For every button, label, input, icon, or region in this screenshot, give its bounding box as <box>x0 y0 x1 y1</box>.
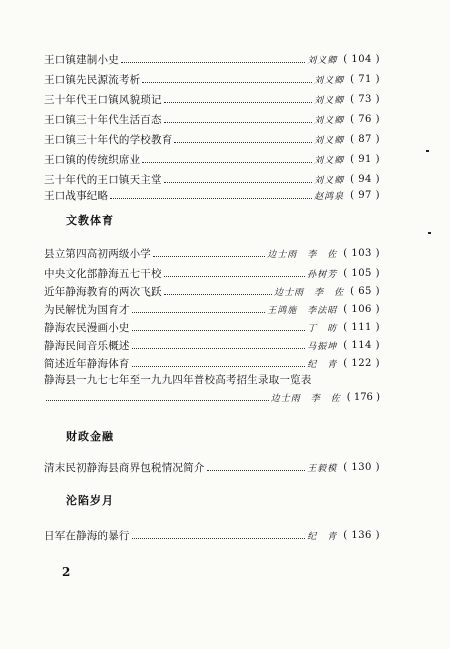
scan-mark <box>426 150 429 152</box>
dot-leader <box>132 312 266 313</box>
toc-entry <box>44 526 380 544</box>
entry-author: 刘义卿 <box>314 75 345 86</box>
toc-entry <box>44 150 380 168</box>
dot-leader <box>164 102 312 103</box>
entry-page: ( 103 ) <box>343 247 380 259</box>
entry-author: 边士雨 李 佐 <box>270 393 341 404</box>
entry-page: ( 71 ) <box>350 73 380 85</box>
dot-leader <box>164 182 312 183</box>
entry-author: 纪 青 <box>307 359 338 370</box>
entry-title: 为民解忧为国育才 <box>44 303 130 316</box>
dot-leader <box>164 276 306 277</box>
dot-leader <box>46 400 269 401</box>
entry-page: ( 76 ) <box>350 113 380 125</box>
dot-leader <box>132 330 306 331</box>
entry-author: 刘义卿 <box>314 155 345 166</box>
entry-author: 赵鸿泉 <box>314 191 345 202</box>
page-number: 2 <box>62 565 71 579</box>
entry-author: 刘义卿 <box>314 115 345 126</box>
scan-mark <box>428 232 431 234</box>
entry-title: 王口镇三十年代的学校教育 <box>44 133 173 146</box>
entry-title: 近年静海教育的两次飞跃 <box>44 285 162 298</box>
entry-author: 马振坤 <box>307 341 338 352</box>
section-heading: 财政金融 <box>66 430 114 443</box>
toc-entry-continuation <box>44 388 380 406</box>
dot-leader <box>164 294 272 295</box>
entry-title: 静海县一九七七年至一九九四年普校高考招生录取一览表 <box>44 374 312 386</box>
entry-page: ( 136 ) <box>343 529 380 541</box>
entry-page: ( 122 ) <box>343 357 380 369</box>
section-heading: 文教体育 <box>66 214 114 227</box>
entry-page: ( 114 ) <box>343 339 380 351</box>
toc-entry <box>44 130 380 148</box>
entry-author: 刘义卿 <box>307 55 338 66</box>
dot-leader <box>207 470 306 471</box>
dot-leader <box>142 82 312 83</box>
toc-entry <box>44 318 380 336</box>
entry-title: 静海民间音乐概述 <box>44 339 130 352</box>
entry-title: 三十年代王口镇风貌琐记 <box>44 93 162 106</box>
entry-page: ( 104 ) <box>343 53 380 65</box>
section-heading: 沦陷岁月 <box>66 494 114 507</box>
entry-title: 县立第四高初两级小学 <box>44 247 151 260</box>
toc-entry <box>44 244 380 262</box>
dot-leader <box>121 62 305 63</box>
entry-author: 丁 昉 <box>307 323 338 334</box>
entry-title: 日军在静海的暴行 <box>44 529 130 542</box>
dot-leader <box>142 162 312 163</box>
entry-page: ( 73 ) <box>350 93 380 105</box>
entry-author: 孙树芳 <box>307 269 338 280</box>
entry-author: 王鸿施 李法昭 <box>267 305 338 316</box>
entry-title: 王口镇三十年代生活百态 <box>44 113 162 126</box>
entry-page: ( 97 ) <box>350 189 380 201</box>
entry-title: 王口镇先民源流考析 <box>44 73 141 86</box>
entry-title: 静海农民漫画小史 <box>44 321 130 334</box>
entry-page: ( 91 ) <box>350 153 380 165</box>
entry-author: 刘义卿 <box>314 175 345 186</box>
entry-page: ( 111 ) <box>343 321 380 333</box>
toc-entry <box>44 90 380 108</box>
toc-entry <box>44 336 380 354</box>
toc-entry <box>44 50 380 68</box>
dot-leader <box>132 538 306 539</box>
entry-title: 王口战事纪略 <box>44 189 109 202</box>
entry-author: 边士雨 李 佐 <box>267 249 338 260</box>
entry-page: ( 105 ) <box>343 267 380 279</box>
entry-page: ( 87 ) <box>350 133 380 145</box>
dot-leader <box>153 256 265 257</box>
toc-entry <box>44 458 380 476</box>
toc-entry <box>44 70 380 88</box>
entry-title: 三十年代的王口镇天主堂 <box>44 173 162 186</box>
toc-entry <box>44 186 380 204</box>
dot-leader <box>110 198 312 199</box>
dot-leader <box>132 348 306 349</box>
entry-title: 王口镇建制小史 <box>44 53 119 66</box>
entry-title: 中央文化部静海五七干校 <box>44 267 162 280</box>
entry-page: ( 65 ) <box>350 285 380 297</box>
entry-author: 刘义卿 <box>314 95 345 106</box>
entry-author: 刘义卿 <box>314 135 345 146</box>
dot-leader <box>164 122 312 123</box>
entry-page: ( 130 ) <box>343 461 380 473</box>
toc-entry <box>44 264 380 282</box>
entry-page: ( 106 ) <box>343 303 380 315</box>
dot-leader <box>174 142 312 143</box>
toc-entry <box>44 300 380 318</box>
entry-page: ( 94 ) <box>350 173 380 185</box>
entry-title: 清末民初静海县商界包税情况简介 <box>44 461 205 474</box>
entry-author: 边士雨 李 佐 <box>274 287 345 298</box>
toc-entry <box>44 282 380 300</box>
toc-entry <box>44 110 380 128</box>
entry-page: ( 176 ) <box>346 391 380 403</box>
entry-author: 王毅模 <box>307 463 338 474</box>
entry-title: 王口镇的传统织席业 <box>44 153 141 166</box>
entry-author: 纪 青 <box>307 531 338 542</box>
dot-leader <box>132 366 306 367</box>
entry-title: 简述近年静海体育 <box>44 357 130 370</box>
toc-entry <box>44 354 380 372</box>
